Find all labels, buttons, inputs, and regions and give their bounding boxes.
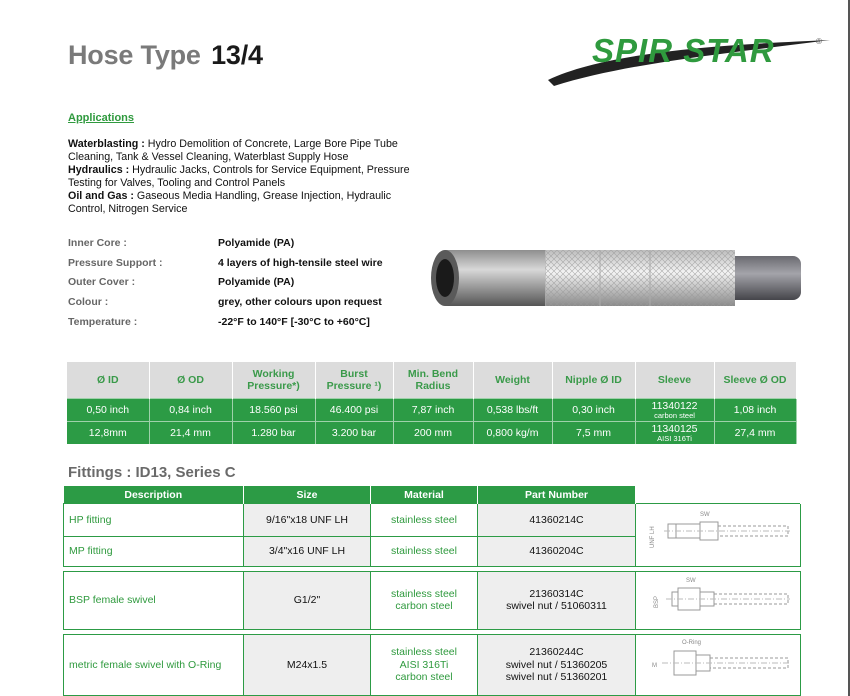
spec-label: Colour :	[68, 296, 109, 308]
fitting-material	[371, 635, 478, 696]
drawing-column-header	[636, 486, 801, 504]
table-cell: 0,538 lbs/ft	[473, 399, 552, 422]
applications-text	[68, 138, 428, 217]
application-label: Waterblasting :	[68, 138, 145, 150]
column-header: Working Pressure*)	[232, 362, 315, 399]
column-header: Description	[64, 486, 244, 504]
table-cell: 21,4 mm	[149, 422, 232, 445]
part-line: 21360314C	[529, 587, 584, 600]
sleeve-cell	[635, 422, 714, 445]
column-header: Min. Bend Radius	[393, 362, 473, 399]
material-line: stainless steel	[391, 587, 457, 600]
spec-value: -22°F to 140°F [-30°C to +60°C]	[218, 316, 370, 328]
table-cell: 7,5 mm	[552, 422, 635, 445]
fittings-heading: Fittings : ID13, Series C	[68, 464, 236, 481]
drawing-label: UNF LH	[650, 526, 656, 548]
hose-cutaway-image	[425, 244, 805, 312]
spec-value: Polyamide (PA)	[218, 276, 295, 288]
part-line: swivel nut / 51060311	[506, 600, 607, 613]
fitting-size: 9/16"x18 UNF LH	[244, 504, 371, 537]
sleeve-cell	[635, 399, 714, 422]
drawing-label: O-Ring	[682, 640, 702, 646]
material-line: carbon steel	[395, 600, 453, 613]
fitting-size: M24x1.5	[244, 635, 371, 696]
fitting-drawing-cell	[636, 635, 801, 696]
page-title	[68, 40, 263, 71]
application-desc: Gaseous Media Handling, Grease Injection, Hydraulic Control, Nitrogen Service	[68, 190, 392, 216]
application-desc: Hydro Demolition of Concrete, Large Bore Pipe Tube Cleaning, Tank & Vessel Cleaning, Waterblast Supply Hose	[68, 138, 398, 164]
column-header: Material	[371, 486, 478, 504]
fitting-material: stainless steel	[371, 504, 478, 537]
fitting-material	[371, 571, 478, 630]
application-entry	[68, 190, 428, 216]
table-row	[64, 571, 801, 630]
table-cell: 1,08 inch	[714, 399, 796, 422]
drawing-label: M	[652, 663, 657, 669]
fitting-part-number: 41360214C	[478, 504, 636, 537]
table-cell: 3.200 bar	[315, 422, 393, 445]
table-row	[64, 504, 801, 537]
title-text: Hose Type	[68, 40, 201, 70]
application-label: Hydraulics :	[68, 164, 130, 177]
column-header: Sleeve	[635, 362, 714, 399]
table-row	[64, 635, 801, 696]
fitting-part-number	[478, 635, 636, 696]
fitting-drawing-cell	[636, 571, 801, 630]
column-header: Ø OD	[149, 362, 232, 399]
material-line: stainless steel	[391, 646, 457, 658]
table-cell: 0,50 inch	[67, 399, 149, 422]
fitting-material: stainless steel	[371, 536, 478, 566]
column-header: Weight	[473, 362, 552, 399]
fitting-description: HP fitting	[64, 504, 244, 537]
fittings-table-header	[64, 486, 801, 504]
table-cell: 0,800 kg/m	[473, 422, 552, 445]
application-label: Oil and Gas :	[68, 190, 134, 203]
part-line: swivel nut / 51360201	[505, 671, 608, 683]
metric-swivel-drawing-icon	[638, 635, 798, 691]
fittings-table	[63, 486, 801, 696]
material-line: carbon steel	[395, 671, 453, 683]
table-cell: 0,30 inch	[552, 399, 635, 422]
table-cell: 7,87 inch	[393, 399, 473, 422]
spec-table-header	[67, 362, 796, 399]
fitting-description: MP fitting	[64, 536, 244, 566]
title-type-number: 13/4	[211, 40, 263, 70]
column-header: Burst Pressure ¹)	[315, 362, 393, 399]
hp-mp-fitting-drawing-icon	[638, 504, 798, 562]
table-cell: 1.280 bar	[232, 422, 315, 445]
spec-value: grey, other colours upon request	[218, 296, 382, 308]
column-header: Part Number	[478, 486, 636, 504]
column-header: Nipple Ø ID	[552, 362, 635, 399]
column-header: Sleeve Ø OD	[714, 362, 796, 399]
spec-table	[67, 362, 797, 444]
column-header: Size	[244, 486, 371, 504]
material-line: AISI 316Ti	[399, 658, 449, 671]
fitting-part-number: 41360204C	[478, 536, 636, 566]
fitting-description: metric female swivel with O-Ring	[64, 635, 244, 696]
drawing-label: SW	[700, 512, 710, 518]
table-cell: 0,84 inch	[149, 399, 232, 422]
registered-mark: ®	[816, 37, 822, 46]
drawing-label: BSP	[654, 595, 660, 608]
sleeve-part: 11340125	[651, 422, 698, 435]
table-cell: 200 mm	[393, 422, 473, 445]
column-header: Ø ID	[67, 362, 149, 399]
brand-logo: SPIR STAR	[592, 32, 775, 69]
fitting-size: 3/4"x16 UNF LH	[244, 536, 371, 566]
bsp-swivel-drawing-icon	[638, 572, 798, 626]
spec-value: 4 layers of high-tensile steel wire	[218, 257, 383, 269]
drawing-label: SW	[686, 577, 696, 584]
spec-label: Pressure Support :	[68, 257, 163, 269]
spec-label: Outer Cover :	[68, 276, 136, 288]
fitting-drawing-cell	[636, 504, 801, 567]
sleeve-part: 11340122	[651, 399, 698, 412]
spec-label: Temperature :	[68, 316, 138, 328]
table-cell: 12,8mm	[67, 422, 149, 445]
sleeve-material: AISI 316Ti	[657, 433, 692, 443]
fitting-size: G1/2"	[244, 571, 371, 630]
table-row	[67, 399, 796, 422]
part-line: swivel nut / 51360205	[505, 658, 608, 671]
application-desc: Hydraulic Jacks, Controls for Service Equipment, Pressure Testing for Valves, Tooling and Control Panels	[68, 164, 410, 190]
application-entry	[68, 164, 428, 190]
sleeve-material: carbon steel	[654, 410, 695, 420]
fitting-description: BSP female swivel	[64, 571, 244, 630]
spec-label: Inner Core :	[68, 237, 127, 249]
application-entry	[68, 138, 428, 164]
table-row	[67, 422, 796, 445]
table-cell: 18.560 psi	[232, 399, 315, 422]
applications-heading: Applications	[68, 112, 135, 124]
table-cell: 46.400 psi	[315, 399, 393, 422]
part-line: 21360244C	[529, 646, 584, 658]
table-cell: 27,4 mm	[714, 422, 796, 445]
spec-value: Polyamide (PA)	[218, 237, 295, 249]
fitting-part-number	[478, 571, 636, 630]
